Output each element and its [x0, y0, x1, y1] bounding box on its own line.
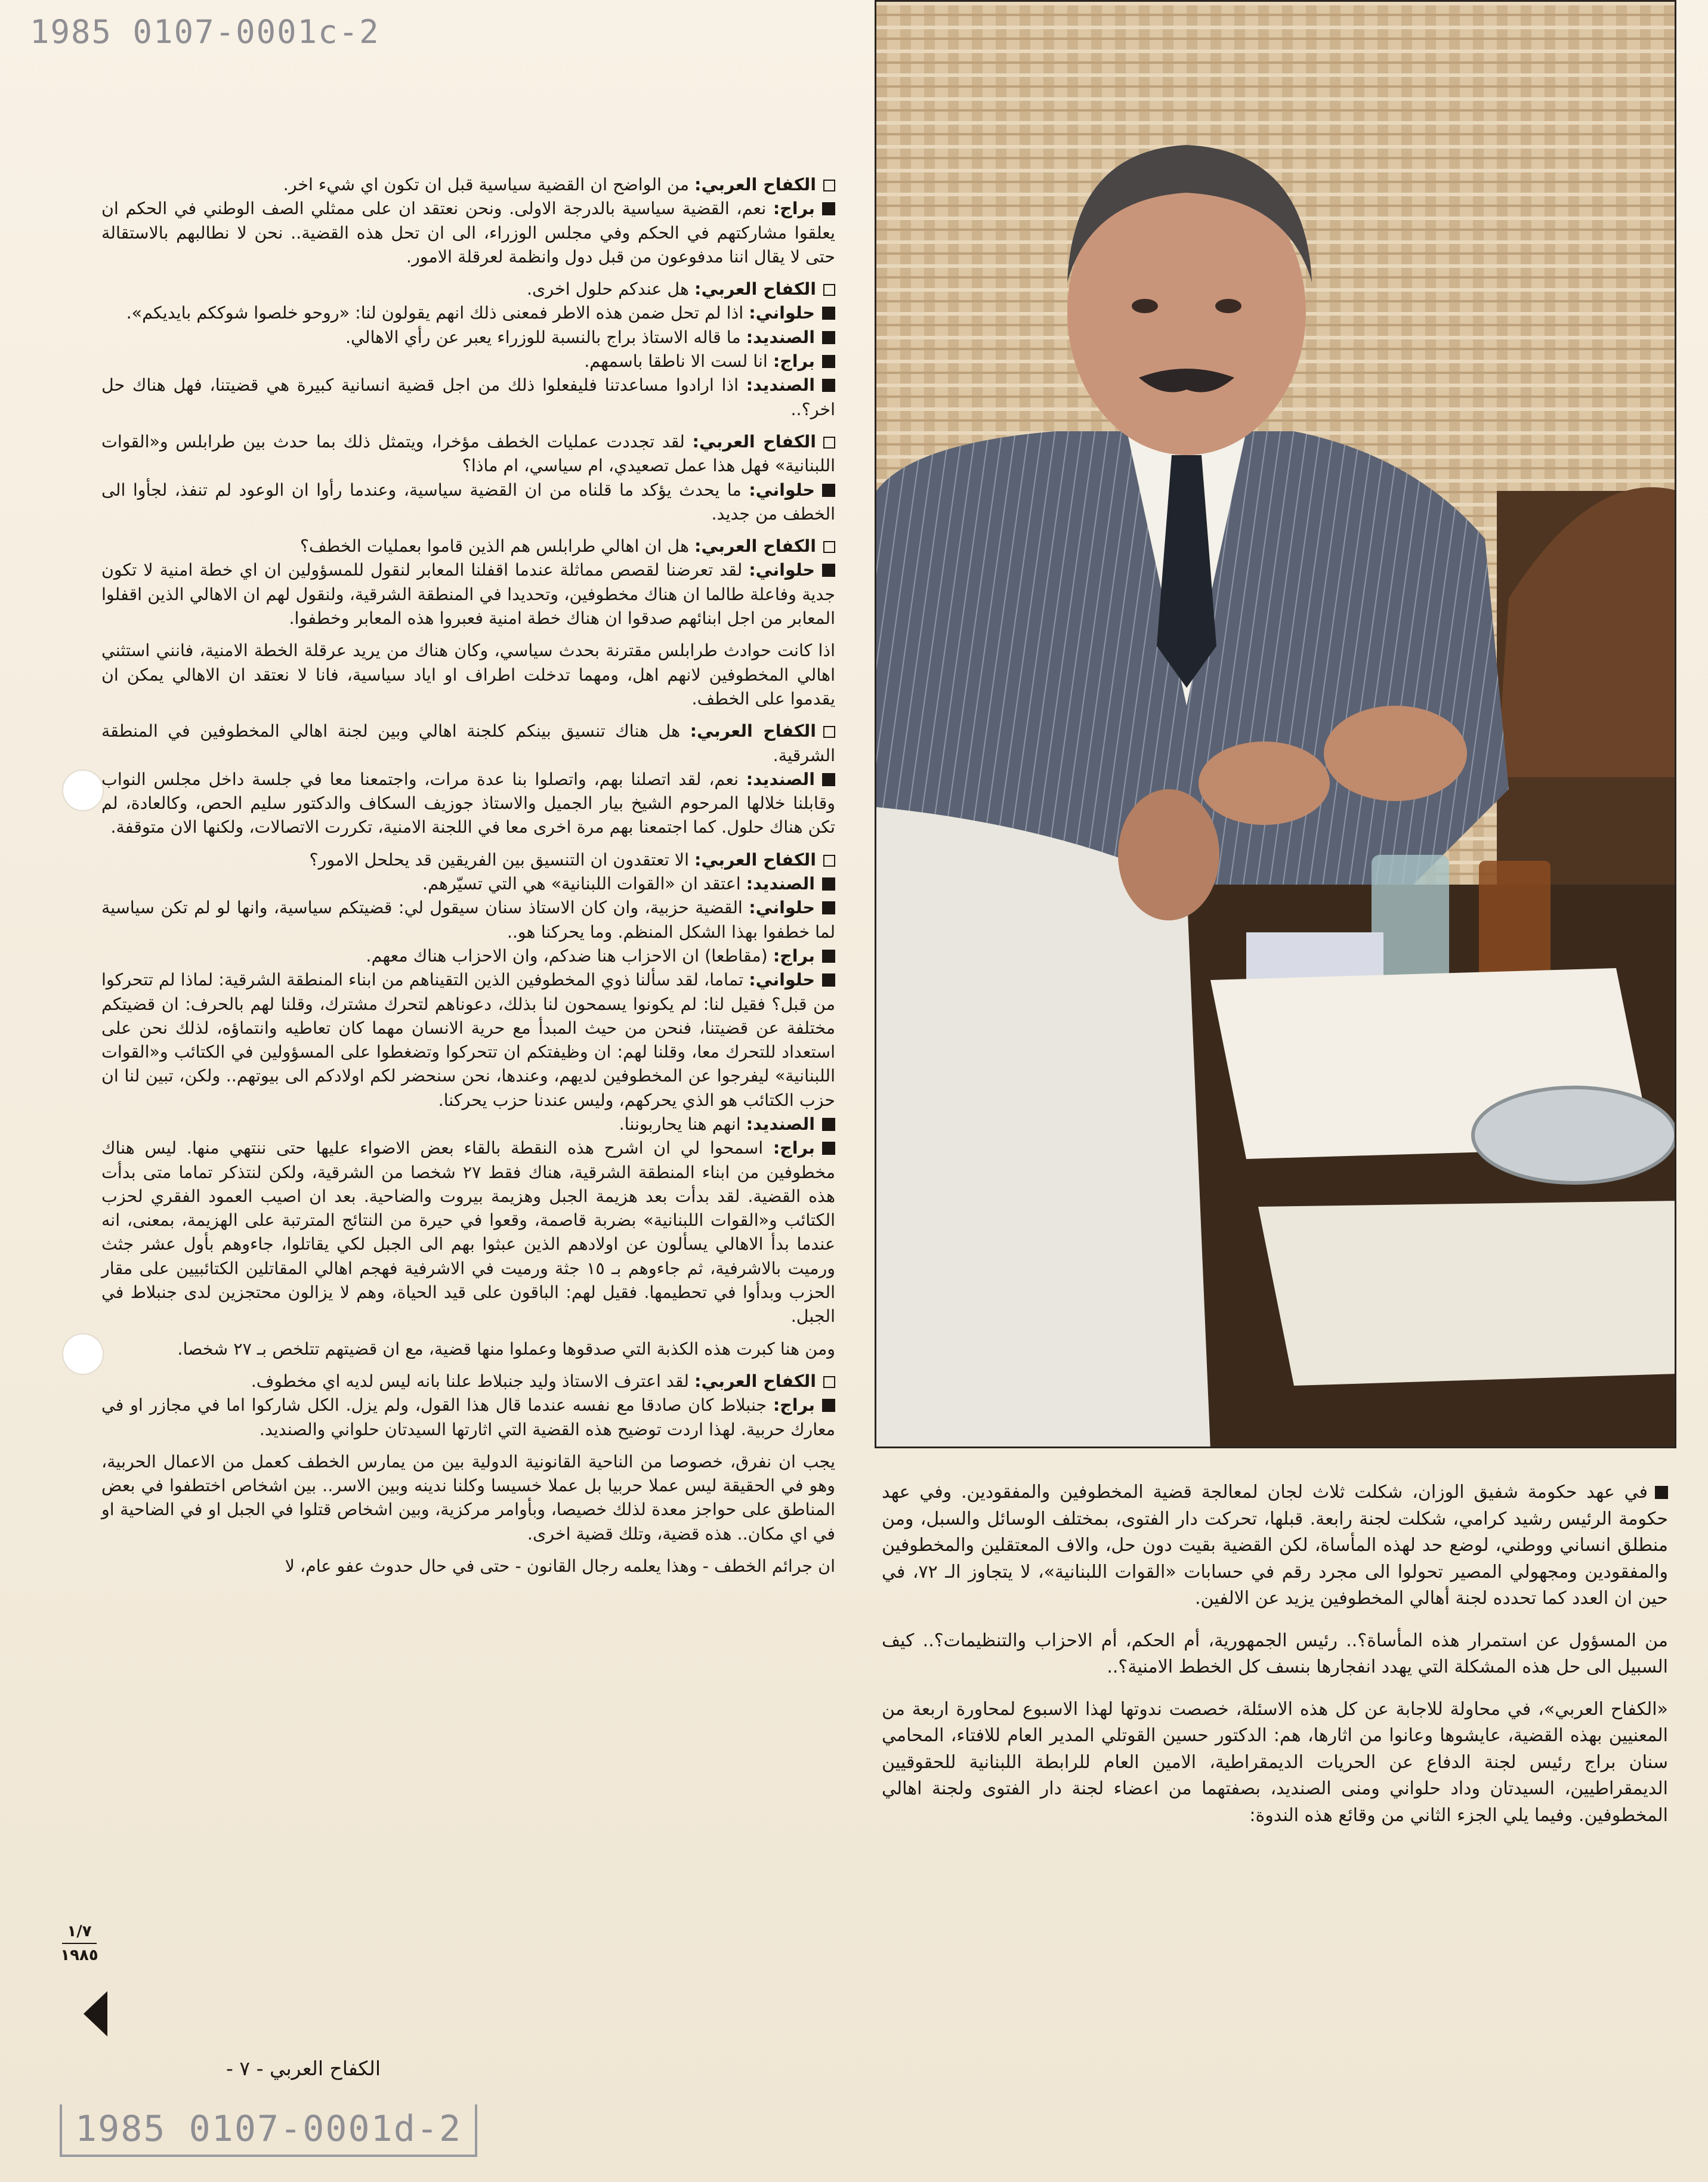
interview-paragraph	[101, 1393, 835, 1442]
paragraph-text: لقد تجددت عمليات الخطف مؤخرا، ويتمثل ذلك بما حدث بين طرابلس و«القوات اللبنانية» فهل هذا عمل تصعيدي، ام سياسي، ام ماذا؟	[101, 431, 835, 476]
paragraph-text: انهم هنا يحاربوننا.	[619, 1114, 746, 1134]
interview-paragraph	[101, 326, 835, 350]
speaker-name: حلواني:	[749, 480, 815, 500]
paragraph-text: تماما، لقد سألنا ذوي المخطوفين الذين التقيناهم من ابناء المنطقة الشرقية: لماذا لم تتحركوا من قبل؟ فقيل لنا: لم يكونوا يسمحون لنا بذلك، دعوناهم لتحرك مشترك، وقلنا لهم بالحرف: ان قضيتكم مختلفة عن قضيتنا، فنحن من حيث المبدأ مع حرية الانسان مهما كان تعاطيه وانتماؤه، لذلك نحن على استعداد للتحرك معا، وقلنا لهم: ان وظيفتكم ان تتحركوا وتضغطوا على المسؤولين في الكتائب و«القوات اللبنانية» ليفرجوا عن المخطوفين لديهم، وعندها، نحن سنحضر لكم اولادكم الى بيوتهم.. ولكن، تبين لنا ان حزب الكتائب هو الذي يحركهم، وليس عندنا حزب يحركنا.	[101, 970, 835, 1110]
hand-left	[1199, 741, 1330, 825]
speaker-name: براج:	[773, 1138, 815, 1158]
interview-column	[101, 173, 835, 1578]
issue-date-rule	[62, 1943, 97, 1944]
interview-paragraph	[101, 301, 835, 325]
interview-paragraph	[101, 534, 835, 558]
binder-hole-upper	[62, 769, 104, 811]
speaker-name: الكفاح العربي:	[694, 175, 816, 194]
page-folio: الكفاح العربي - ٧ -	[226, 2057, 381, 2080]
interview-paragraph	[101, 896, 835, 944]
paragraph-text: اذا كانت حوادث طرابلس مقترنة بحدث سياسي، وكان هناك من يريد عرقلة الخطة الامنية، فانني استثني اهالي المخطوفين لانهم اهل، ومهما تدخلت اطراف او اياد سياسية، فانا لا نعتقد ان الاهالي يمكن ان يقدموا على الخطف.	[101, 641, 835, 709]
issue-date	[58, 1922, 100, 1965]
paragraph-text: ومن هنا كبرت هذه الكذبة التي صدقوها وعملوا منها قضية، مع ان قضيتهم تتلخص بـ ٢٧ شخصا.	[177, 1339, 835, 1359]
archive-code-top: 1985 0107-0001c-2	[30, 13, 380, 51]
interview-paragraph	[101, 430, 835, 478]
speaker-name: حلواني:	[749, 303, 815, 323]
interview-paragraph	[101, 373, 835, 422]
continue-arrow-icon	[84, 1991, 107, 2036]
foreground-hand	[1118, 789, 1219, 920]
paragraph-text: ما يحدث يؤكد ما قلناه من ان القضية سياسية، وعندما رأوا ان الوعود لم تنفذ، لجأوا الى الخطف من جديد.	[101, 480, 835, 524]
intro-paragraph: «الكفاح العربي»، في محاولة للاجابة عن كل هذه الاسئلة، خصصت ندوتها لهذا الاسبوع لمحاورة اربعة من المعنيين بهذه القضية، عايشوها وعانوا من اثارها، هم: الدكتور حسين القوتلي المدير العام للافتاء، المحامي سنان براج رئيس لجنة الدفاع عن الحريات الديمقراطية، الامين العام للرابطة اللبنانية للحقوقيين الديمقراطيين، السيدتان وداد حلواني ومنى الصنديد، بصفتهما من اعضاء لجنة دار الفتوى ولجنة اهالي المخطوفين. وفيما يلي الجزء الثاني من وقائع هذه الندوة:	[882, 1698, 1668, 1826]
intro-paragraph: من المسؤول عن استمرار هذه المأساة؟.. رئيس الجمهورية، أم الحكم، أم الاحزاب والتنظيمات؟.. كيف السبيل الى حل هذه المشكلة التي يهدد انفجارها بنسف كل الخطط الامنية؟..	[882, 1630, 1668, 1677]
issue-date-month: ١/٧	[67, 1923, 92, 1940]
intro-column	[882, 1479, 1668, 1829]
tabletop-sheet	[1258, 1201, 1676, 1386]
paragraph-text: (مقاطعا) ان الاحزاب هنا ضدكم، وان الاحزاب هناك معهم.	[366, 945, 773, 966]
interview-paragraph	[101, 1112, 835, 1136]
speaker-name: الصنديد:	[746, 874, 815, 894]
binder-hole-lower	[62, 1333, 104, 1375]
speaker-name: حلواني:	[749, 560, 815, 580]
paragraph-text: نعم، القضية سياسية بالدرجة الاولى. ونحن نعتقد ان على ممثلي الصف الوطني في الحكم ان يعلقوا مشاركتهم في الحكم وفي مجلس الوزراء، الى ان تحل هذه القضية.. نحن لا نطالبهم بالاستقالة حتى لا يقال اننا مدفوعون من قبل دول وانظمة لعرقلة الامور.	[101, 199, 835, 267]
speaker-name: الكفاح العربي:	[694, 536, 816, 557]
paragraph-text: نعم، لقد اتصلنا بهم، واتصلوا بنا عدة مرات، واجتمعنا معا في جلسة داخل مجلس النواب وقابلنا خلالها المرحوم الشيخ بيار الجميل والاستاذ جوزيف السكاف والدكتور سليم الحص، وكالعادة، لم تكن هناك حلول. كما اجتمعنا بهم مرة اخرى معا في اللجنة الامنية، تكررت الاتصالات، ولكنها الان متوقفة.	[101, 769, 835, 837]
interview-paragraph	[101, 197, 835, 269]
interview-paragraph	[101, 848, 835, 872]
interview-paragraph	[101, 1450, 835, 1546]
speaker-name: الصنديد:	[746, 1114, 815, 1134]
speaker-name: الكفاح العربي:	[694, 849, 816, 870]
speaker-name: براج:	[773, 1395, 815, 1415]
paragraph-text: يجب ان نفرق، خصوصا من الناحية القانونية الدولية بين من يمارس الخطف كعمل من الاعمال الحربية، وهو في الحقيقة ليس عملا حربيا بل عملا خسيسا وكلنا ندينه وبين الاسر.. بين اشخاص اختطفوا في بعض المناطق على حواجز معدة لذلك خصيصا، وبأوامر مركزية، وبين اشخاص قتلوا في الجبل او في الضاحية او في اي مكان.. هذه قضية، وتلك قضية اخرى.	[101, 1451, 835, 1544]
eye-left	[1132, 299, 1158, 313]
paragraph-text: هل هناك تنسيق بينكم كلجنة اهالي وبين لجنة اهالي المخطوفين في المنطقة الشرقية.	[101, 721, 835, 765]
paragraph-text: انا لست الا ناطقا باسمهم.	[584, 351, 773, 372]
paragraph-text: ما قاله الاستاذ براج بالنسبة للوزراء يعبر عن رأي الاهالي.	[345, 327, 746, 347]
issue-date-year: ١٩٨٥	[60, 1946, 98, 1964]
interview-paragraph	[101, 768, 835, 840]
paragraph-text: هل عندكم حلول اخرى.	[526, 279, 695, 299]
paragraph-text: اذا ارادوا مساعدتنا فليفعلوا ذلك من اجل قضية انسانية كبيرة هي قضيتنا، فهل هناك حل اخر؟..	[101, 375, 835, 419]
paragraph-text: هل ان اهالي طرابلس هم الذين قاموا بعمليات الخطف؟	[299, 536, 695, 557]
speaker-name: الكفاح العربي:	[694, 1371, 816, 1391]
interview-paragraph	[101, 1136, 835, 1328]
speaker-name: الصنديد:	[746, 375, 815, 395]
interview-paragraph	[101, 944, 835, 968]
interview-paragraph	[101, 872, 835, 896]
eye-right	[1215, 299, 1241, 313]
interview-paragraph	[101, 1554, 835, 1578]
interview-paragraph	[101, 350, 835, 373]
paragraph-text: لقد تعرضنا لقصص مماثلة عندما اقفلنا المعابر لنقول للمسؤولين ان اي خطة امنية لا تكون جدية وفاعلة طالما ان هناك مخطوفين، وتحديدا في المنطقة الشرقية، ولنقول لهم ان الاهالي الذين اقفلوا المعابر من اجل ابنائهم صدقوا ان هناك خطة امنية فعبروا هذه المعابر وخطفوا.	[101, 560, 835, 629]
interview-paragraph	[101, 719, 835, 768]
speaker-name: براج:	[773, 351, 815, 372]
interview-paragraph	[101, 1337, 835, 1361]
speaker-name: الكفاح العربي:	[692, 431, 816, 452]
paragraph-text: جنبلاط كان صادقا مع نفسه عندما قال هذا القول، ولم يزل. الكل شاركوا اما في مجازر او في معارك حربية. لهذا اردت توضيح هذه القضية التي اثارتها السيدتان حلواني والصنديد.	[101, 1395, 835, 1439]
interview-paragraph	[101, 478, 835, 527]
paragraph-text: الا تعتقدون ان التنسيق بين الفريقين قد يحلحل الامور؟	[309, 849, 695, 870]
speaker-name: الصنديد:	[746, 327, 815, 347]
tea-glass	[1479, 861, 1551, 980]
paragraph-text: اعتقد ان «القوات اللبنانية» هي التي تسيّرهم.	[422, 874, 746, 894]
paragraph-text: من الواضح ان القضية سياسية قبل ان تكون اي شيء اخر.	[283, 175, 695, 194]
ashtray	[1473, 1087, 1676, 1183]
speaker-name: حلواني:	[749, 898, 815, 918]
paragraph-text: القضية حزبية، وان كان الاستاذ سنان سيقول لي: قضيتكم سياسية، وانها لو لم تكن سياسية لما خطفوا بهذا الشكل المنظم. وما يحركنا هو..	[101, 898, 835, 942]
cigarette-pack	[1246, 932, 1383, 980]
interview-paragraph	[101, 173, 835, 197]
speaker-name: براج:	[773, 945, 815, 966]
interview-paragraph	[101, 968, 835, 1112]
interview-paragraph	[101, 1370, 835, 1393]
intro-paragraph: في عهد حكومة شفيق الوزان، شكلت ثلاث لجان لمعالجة قضية المخطوفين والمفقودين. وفي عهد حكومة الرئيس رشيد كرامي، شكلت لجنة رابعة. قبلها، تحركت دار الفتوى، بمختلف الوسائل والسبل، ومن منطلق انساني ووطني، لوضع حد لهذه المأساة، لكن القضية بقيت دون حل، والاف المعتقلين والمخطوفين والمفقودين ومجهولي المصير تحولوا الى مجرد رقم في حسابات «القوات اللبنانية»، لا يتجاوز الـ ٧٢، في حين ان العدد كما تحدده لجنة أهالي المخطوفين يزيد عن الالفين.	[882, 1479, 1668, 1612]
speaker-name: حلواني:	[749, 970, 815, 990]
photo-illustration	[876, 2, 1676, 1448]
speaker-name: الصنديد:	[746, 769, 815, 789]
speaker-name: براج:	[773, 199, 815, 219]
archive-code-bottom: 1985 0107-0001d-2	[60, 2104, 477, 2157]
photo	[875, 0, 1676, 1448]
interview-paragraph	[101, 639, 835, 711]
hand-right	[1324, 706, 1467, 801]
speaker-name: الكفاح العربي:	[694, 279, 816, 299]
paragraph-text: اذا لم تحل ضمن هذه الاطر فمعنى ذلك انهم يقولون لنا: «روحو خلصوا شوككم بايديكم».	[126, 303, 749, 323]
paragraph-text: ان جرائم الخطف - وهذا يعلمه رجال القانون - حتى في حال حدوث عفو عام، لا	[285, 1556, 835, 1577]
paragraph-text: اسمحوا لي ان اشرح هذه النقطة بالقاء بعض الاضواء عليها حتى ننتهي منها. ليس هناك مخطوفين من ابناء المنطقة الشرقية، هناك فقط ٢٧ شخصا من الشرقية، ولكن لنتذكر تماما متى بدأت هذه القضية. لقد بدأت بعد هزيمة الجبل وهزيمة بيروت والضاحية. بعد ان اصيب العمود الفقري لحزب الكتائب و«القوات اللبنانية» بضربة قاصمة، وقعوا في حيرة من النتائج المترتبة على الهزيمة، بمعنى، انه عندما بدأ الاهالي يسألون عن اولادهم الذين عبثوا بهم الى الجبل لكي يقاتلوا، جاءوهم بأول عشر جثث ورميت بالاشرفية، ثم جاءوهم بـ ١٥ جثة ورميت في الاشرفية فهجم اهالي المقاتلين الكتائبيين على مقار الحزب وبدأوا في تحطيمها. فقيل لهم: الباقون على قيد الحياة، وهم لا يزالون محتجزين لدى جنبلاط في الجبل.	[101, 1138, 836, 1327]
paragraph-text: لقد اعترف الاستاذ وليد جنبلاط علنا بانه ليس لديه اي مخطوف.	[251, 1371, 695, 1391]
interview-paragraph	[101, 277, 835, 301]
speaker-name: الكفاح العربي:	[690, 721, 816, 741]
interview-paragraph	[101, 558, 835, 631]
